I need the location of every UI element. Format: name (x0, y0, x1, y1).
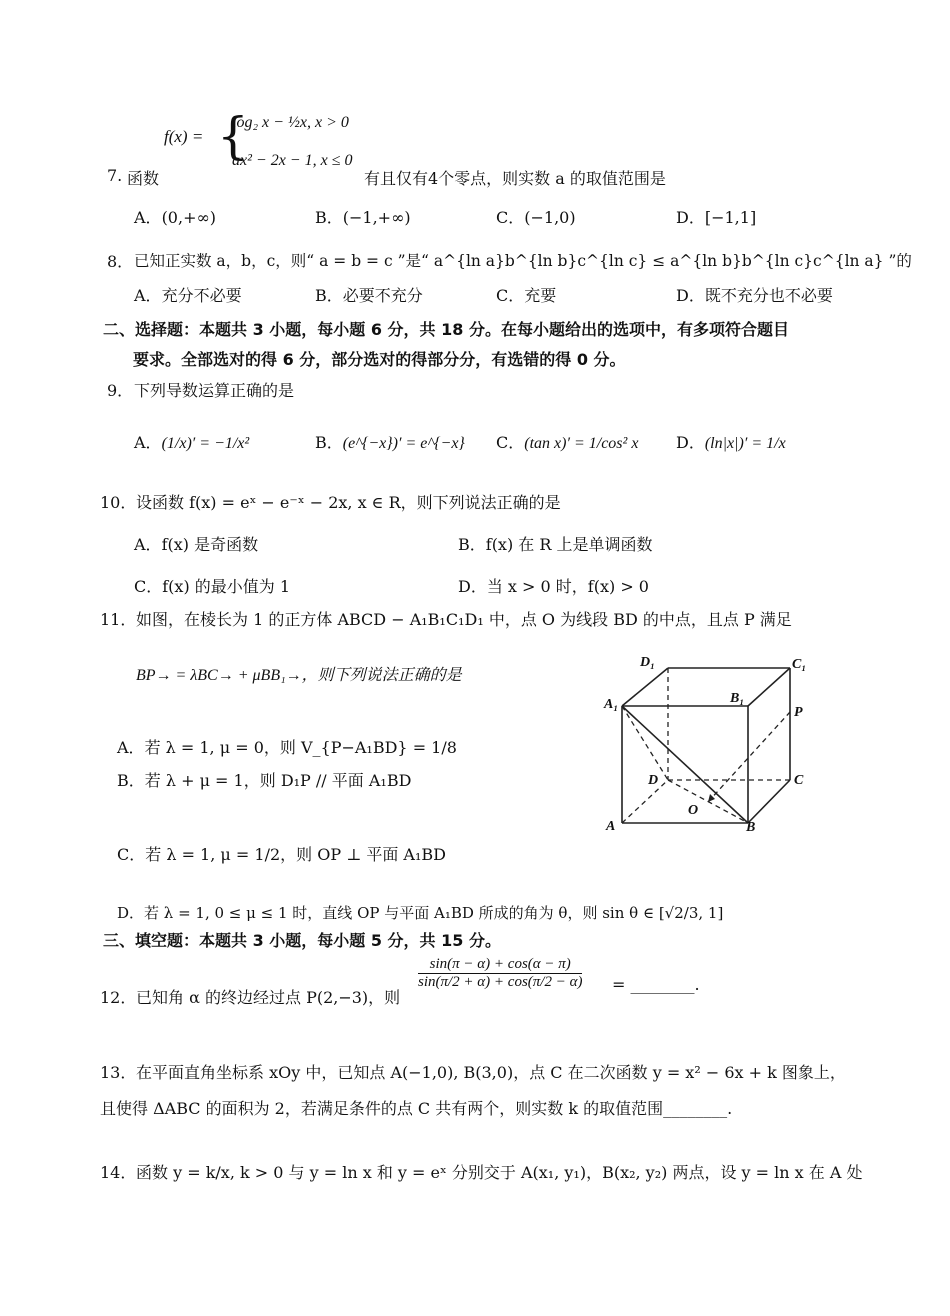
q9-option-b: B．(e^{−x})′ = e^{−x} (315, 433, 465, 452)
q7-case1: log₂ x − ½x, x > 0 (232, 114, 349, 131)
edge-a-d (622, 780, 668, 823)
q14-number: 14． (100, 1163, 137, 1182)
edge-b-c (748, 780, 790, 823)
q7-option-c: C．(−1,0) (496, 208, 576, 227)
q7-stem: 有且仅有4个零点，则实数 a 的取值范围是 (364, 169, 666, 188)
q10-option-c: C．f(x) 的最小值为 1 (134, 577, 291, 596)
q9-option-c: C．(tan x)′ = 1/cos² x (496, 433, 639, 452)
q12-fraction (418, 956, 582, 992)
q12-tail: = ________. (612, 975, 700, 994)
q10-stem: 设函数 f(x) = eˣ − e⁻ˣ − 2x, x ∈ R，则下列说法正确的是 (136, 493, 561, 512)
q13-number: 13． (100, 1063, 137, 1082)
q11-option-a: A．若 λ = 1, μ = 0，则 V_{P−A₁BD} = 1/8 (117, 738, 457, 757)
q13-line2: 且使得 ΔABC 的面积为 2，若满足条件的点 C 共有两个，则实数 k 的取值范围________. (100, 1099, 733, 1118)
q7-option-a: A．(0,+∞) (134, 208, 217, 227)
q11-option-c: C．若 λ = 1, μ = 1/2，则 OP ⊥ 平面 A₁BD (117, 845, 446, 864)
q7-option-b: B．(−1,+∞) (315, 208, 411, 227)
q10-option-d: D．当 x > 0 时，f(x) > 0 (458, 577, 649, 596)
q11-option-b: B．若 λ + μ = 1，则 D₁P // 平面 A₁BD (117, 771, 412, 790)
label-d1: D₁ (640, 655, 655, 670)
section2-heading-line1: 二、选择题：本题共 3 小题，每小题 6 分，共 18 分。在每小题给出的选项中，有多项符合题目 (103, 320, 789, 339)
q8-option-b: B．必要不充分 (315, 286, 423, 305)
q8-stem: 已知正实数 a，b，c，则“ a = b = c ”是“ a^{ln a}b^{ln b}c^{ln c} ≤ a^{ln b}b^{ln c}c^{ln a} ”的 (134, 252, 912, 270)
q12-denominator: sin(π/2 + α) + cos(π/2 − α) (418, 974, 583, 991)
label-a: A (606, 819, 616, 834)
q12-numerator: sin(π − α) + cos(α − π) (418, 956, 582, 974)
q8-option-a: A．充分不必要 (134, 286, 242, 305)
q7-func-name: f(x) = (164, 127, 204, 146)
label-o: O (688, 803, 699, 818)
label-b1: B₁ (730, 691, 745, 706)
label-b: B (746, 820, 756, 835)
q11-option-d: D．若 λ = 1, 0 ≤ μ ≤ 1 时，直线 OP 与平面 A₁BD 所成的角为 θ，则 sin θ ∈ [√2/3, 1] (117, 904, 724, 922)
q7-number: 7. (107, 166, 123, 185)
section3-heading: 三、填空题：本题共 3 小题，每小题 5 分，共 15 分。 (103, 931, 501, 950)
q7-brace: { (217, 107, 249, 165)
q8-number: 8． (107, 252, 134, 271)
label-c1: C₁ (792, 657, 807, 672)
section2-heading-line2: 要求。全部选对的得 6 分，部分选对的得部分分，有选错的得 0 分。 (133, 350, 626, 369)
label-a1: A₁ (604, 697, 619, 712)
segment-o-p (708, 712, 790, 802)
q13-line1: 在平面直角坐标系 xOy 中，已知点 A(−1,0), B(3,0)，点 C 在二次函数 y = x² − 6x + k 图象上， (136, 1063, 846, 1082)
q12-stem: 已知角 α 的终边经过点 P(2,−3)，则 (136, 988, 401, 1007)
q10-option-a: A．f(x) 是奇函数 (134, 535, 259, 554)
q7-prefix: 函数 (127, 169, 160, 188)
edge-b1-c1 (748, 668, 790, 706)
label-p: P (794, 705, 803, 720)
q9-option-d: D．(ln|x|)′ = 1/x (676, 433, 786, 452)
segment-a1-b (622, 706, 748, 823)
q11-number: 11． (100, 610, 137, 629)
q7-case2: ax² − 2x − 1, x ≤ 0 (232, 152, 353, 169)
q9-number: 9． (107, 381, 134, 400)
q14-line1: 函数 y = k/x, k > 0 与 y = ln x 和 y = eˣ 分别交于 A(x₁, y₁)，B(x₂, y₂) 两点，设 y = ln x 在 A 处 (136, 1163, 863, 1182)
q10-option-b: B．f(x) 在 R 上是单调函数 (458, 535, 653, 554)
q12-number: 12． (100, 988, 137, 1007)
q8-option-c: C．充要 (496, 286, 557, 305)
label-d: D (648, 773, 659, 788)
q8-option-d: D．既不充分也不必要 (676, 286, 833, 305)
q7-option-d: D．[−1,1] (676, 208, 757, 227)
q9-option-a: A．(1/x)′ = −1/x² (134, 433, 250, 452)
label-c: C (794, 773, 804, 788)
edge-a1-d1 (622, 668, 668, 706)
q9-stem: 下列导数运算正确的是 (134, 381, 295, 400)
q10-number: 10． (100, 493, 137, 512)
q11-stem-line1: 如图，在棱长为 1 的正方体 ABCD − A₁B₁C₁D₁ 中，点 O 为线段 BD 的中点，且点 P 满足 (136, 610, 792, 629)
q11-stem-line2: BP→ = λBC→ + μBB₁→，则下列说法正确的是 (136, 667, 462, 684)
cube-figure (600, 650, 820, 840)
